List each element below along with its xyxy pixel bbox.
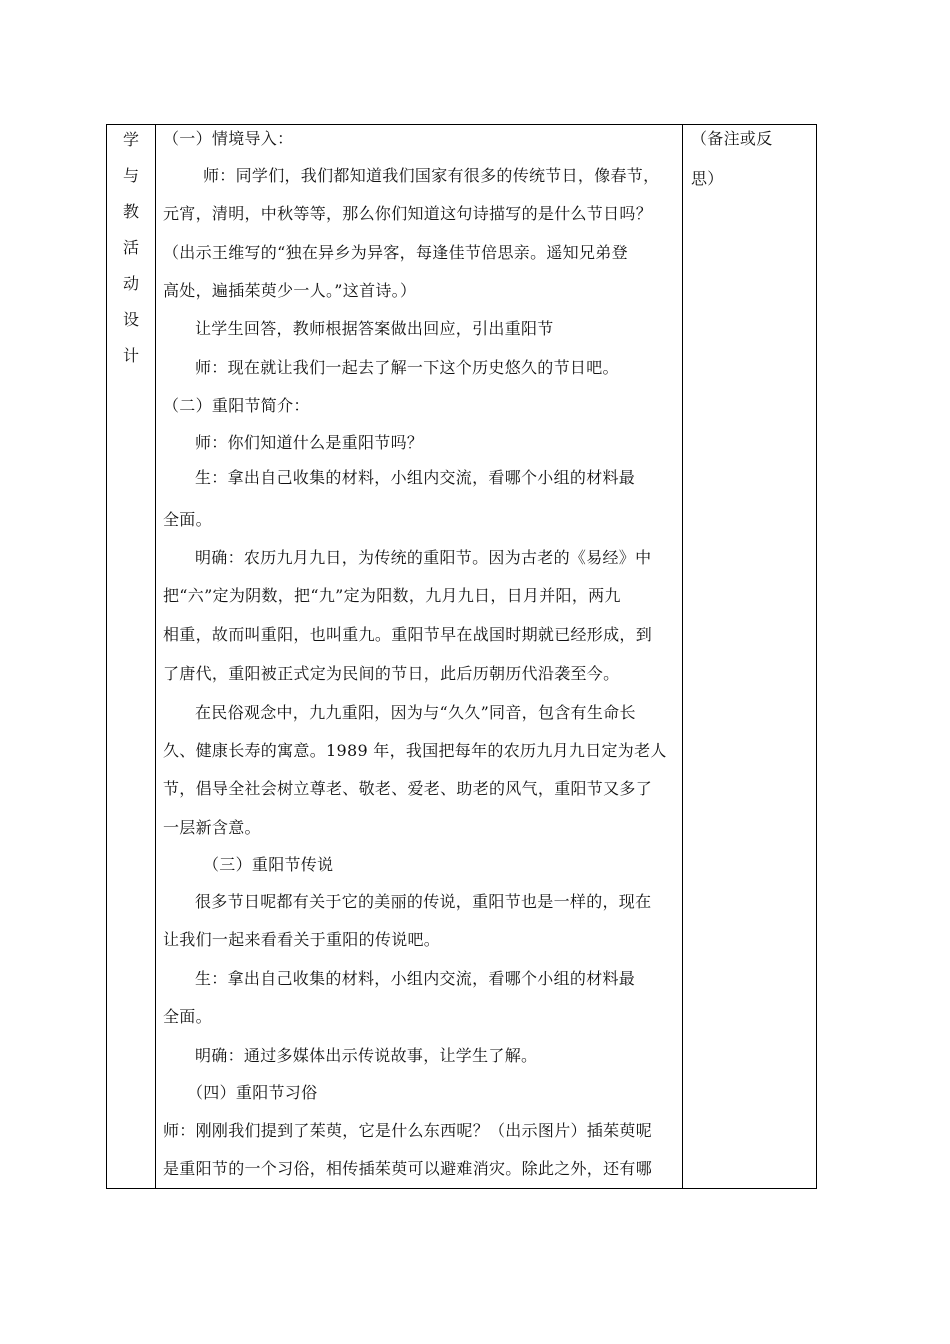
paragraph-line: 久、健康长寿的寓意。1989 年，我国把每年的农历九月九日定为老人	[163, 741, 667, 760]
paragraph-line: 高处，遍插茱萸少一人。”这首诗。）	[163, 281, 417, 300]
section-label-char: 设	[122, 310, 139, 329]
section-label-char: 教	[122, 202, 139, 221]
heading-customs: （四）重阳节习俗	[187, 1083, 318, 1102]
section-label-char: 动	[122, 274, 139, 293]
paragraph-line: 让学生回答，教师根据答案做出回应，引出重阳节	[195, 319, 554, 338]
paragraph-line: 把“六”定为阴数，把“九”定为阳数，九月九日，日月并阳，两九	[163, 586, 621, 605]
paragraph-line: 一层新含意。	[163, 818, 261, 837]
paragraph-line: 师：刚刚我们提到了茱萸，它是什么东西呢？（出示图片）插茱萸呢	[163, 1121, 653, 1140]
heading-situation-intro: （一）情境导入：	[163, 129, 294, 148]
section-label-char: 与	[122, 166, 139, 185]
paragraph-line: 让我们一起来看看关于重阳的传说吧。	[163, 930, 441, 949]
paragraph-line: 全面。	[163, 1007, 212, 1026]
column-divider	[682, 125, 683, 1188]
paragraph-line: （出示王维写的“独在异乡为异客，每逢佳节倍思亲。遥知兄弟登	[163, 243, 628, 262]
section-label-char: 计	[122, 346, 139, 365]
paragraph-line: 全面。	[163, 510, 212, 529]
paragraph-line: 了唐代，重阳被正式定为民间的节日，此后历朝历代沿袭至今。	[163, 664, 620, 683]
paragraph-line: 元宵，清明，中秋等等，那么你们知道这句诗描写的是什么节日吗？	[163, 204, 653, 223]
paragraph-line: 师：你们知道什么是重阳节吗？	[195, 433, 424, 452]
paragraph-line: 明确：通过多媒体出示传说故事，让学生了解。	[195, 1046, 538, 1065]
heading-introduction: （二）重阳节简介：	[163, 396, 310, 415]
notes-label: （备注或反	[691, 129, 773, 148]
section-label-char: 活	[122, 238, 139, 257]
notes-label: 思）	[691, 169, 724, 188]
paragraph-line: 师：同学们，我们都知道我们国家有很多的传统节日，像春节，	[203, 166, 660, 185]
paragraph-line: 在民俗观念中，九九重阳，因为与“久久”同音，包含有生命长	[195, 703, 636, 722]
heading-legend: （三）重阳节传说	[203, 855, 334, 874]
paragraph-line: 相重，故而叫重阳，也叫重九。重阳节早在战国时期就已经形成，到	[163, 625, 653, 644]
paragraph-line: 明确：农历九月九日，为传统的重阳节。因为古老的《易经》中	[195, 548, 652, 567]
column-divider	[155, 125, 156, 1188]
paragraph-line: 很多节日呢都有关于它的美丽的传说，重阳节也是一样的，现在	[195, 892, 652, 911]
paragraph-line: 生：拿出自己收集的材料，小组内交流，看哪个小组的材料最	[195, 468, 636, 487]
paragraph-line: 节，倡导全社会树立尊老、敬老、爱老、助老的风气，重阳节又多了	[163, 779, 653, 798]
lesson-table	[106, 124, 817, 1189]
paragraph-line: 师：现在就让我们一起去了解一下这个历史悠久的节日吧。	[195, 358, 619, 377]
paragraph-line: 生：拿出自己收集的材料，小组内交流，看哪个小组的材料最	[195, 969, 636, 988]
section-label-char: 学	[122, 130, 139, 149]
paragraph-line: 是重阳节的一个习俗，相传插茱萸可以避难消灾。除此之外，还有哪	[163, 1159, 653, 1178]
